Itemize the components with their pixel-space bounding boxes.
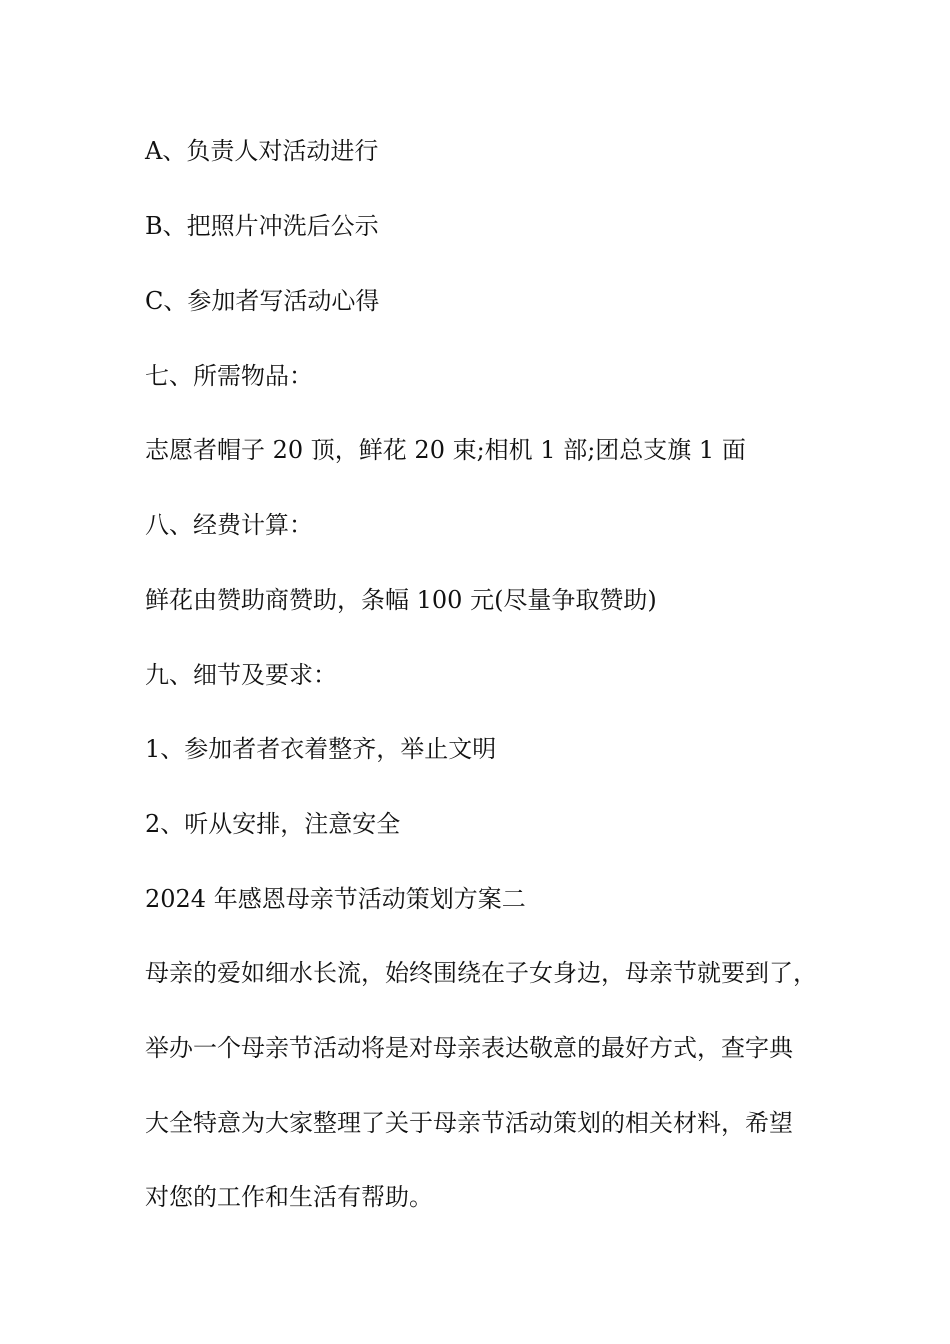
plan-title: 2024 年感恩母亲节活动策划方案二: [145, 885, 526, 913]
intro-paragraph-line-3: 大全特意为大家整理了关于母亲节活动策划的相关材料，希望: [145, 1109, 793, 1137]
intro-paragraph-line-2: 举办一个母亲节活动将是对母亲表达敬意的最好方式，查字典: [145, 1034, 793, 1062]
requirement-item-2: 2、听从安排，注意安全: [145, 810, 401, 838]
review-item-a: A、负责人对活动进行: [145, 137, 379, 165]
materials-list: 志愿者帽子 20 顶，鲜花 20 束;相机 1 部;团总支旗 1 面: [145, 436, 746, 464]
budget-text: 鲜花由赞助商赞助，条幅 100 元(尽量争取赞助): [145, 586, 657, 614]
section-heading-budget: 八、经费计算：: [145, 511, 313, 539]
intro-paragraph-line-4: 对您的工作和生活有帮助。: [145, 1183, 433, 1211]
section-heading-details: 九、细节及要求：: [145, 661, 337, 689]
intro-paragraph-line-1: 母亲的爱如细水长流，始终围绕在子女身边，母亲节就要到了，: [145, 959, 817, 987]
review-item-c: C、参加者写活动心得: [145, 287, 380, 315]
review-item-b: B、把照片冲洗后公示: [145, 212, 379, 240]
section-heading-materials: 七、所需物品：: [145, 362, 313, 390]
requirement-item-1: 1、参加者者衣着整齐，举止文明: [145, 735, 497, 763]
